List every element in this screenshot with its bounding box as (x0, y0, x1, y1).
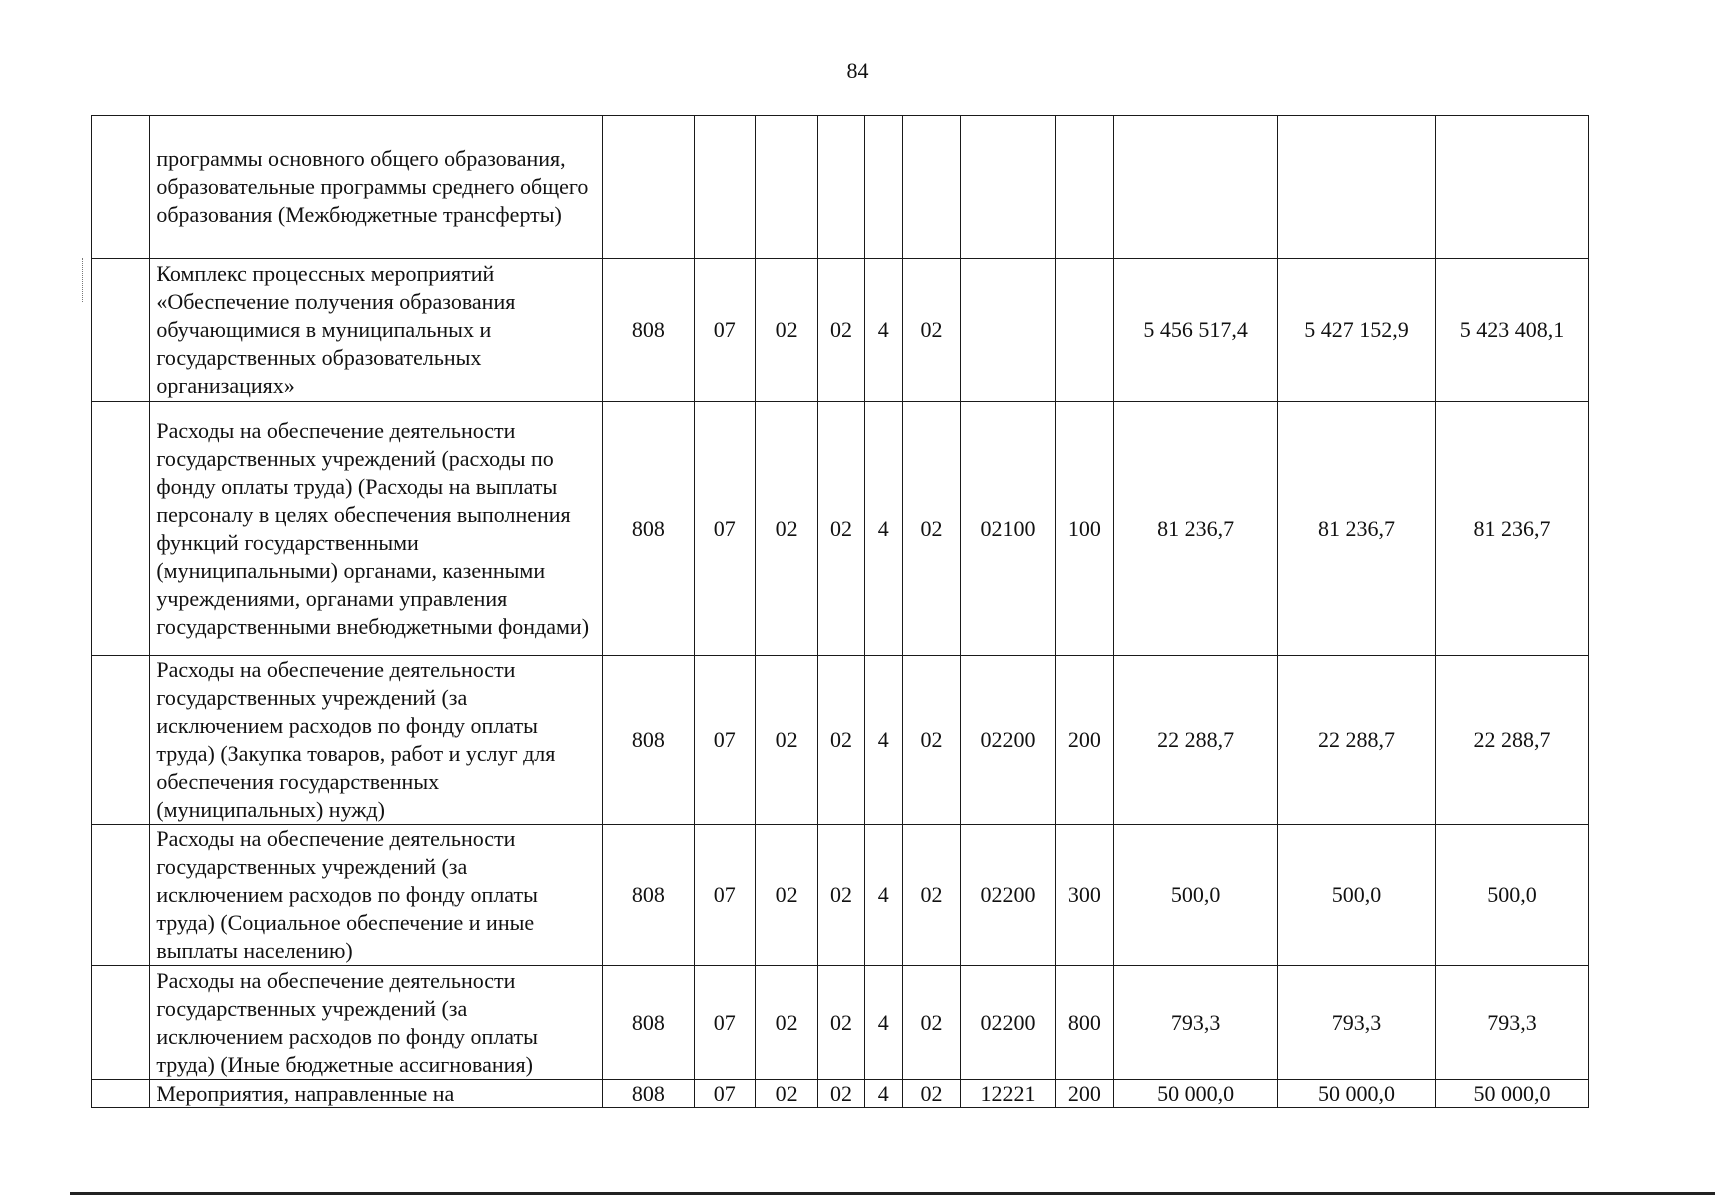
row-name-cell: Комплекс процессных мероприятий «Обеспечение получения образования обучающимися в муниципальных и государственных образовательных организациях» (150, 259, 603, 402)
row-number-cell (92, 825, 150, 966)
section-code-cell: 07 (694, 402, 755, 656)
page-bottom-rule (70, 1192, 1715, 1195)
subsection-code-cell: 02 (755, 1080, 817, 1108)
target-code-part2-cell: 4 (864, 259, 902, 402)
row-name-cell: Расходы на обеспечение деятельности государственных учреждений (за исключением расходов по фонду оплаты труда) (Социальное обеспечение и иные выплаты населению) (150, 825, 603, 966)
target-code-part2-cell: 4 (864, 1080, 902, 1108)
amount-year3-cell (1436, 116, 1589, 259)
table-row (92, 825, 1589, 966)
ved-code-cell: 808 (603, 402, 695, 656)
target-code-part2-cell: 4 (864, 966, 902, 1080)
amount-year1-cell: 81 236,7 (1114, 402, 1278, 656)
row-number-cell (92, 1080, 150, 1108)
amount-year3-cell: 5 423 408,1 (1436, 259, 1589, 402)
amount-year1-cell: 22 288,7 (1114, 656, 1278, 825)
row-number-cell (92, 259, 150, 402)
target-code-part4-cell: 12221 (961, 1080, 1056, 1108)
target-code-part4-cell: 02200 (961, 656, 1056, 825)
target-code-part3-cell: 02 (902, 825, 960, 966)
amount-year1-cell (1114, 116, 1278, 259)
target-code-part2-cell: 4 (864, 656, 902, 825)
expense-type-cell (1055, 116, 1113, 259)
amount-year3-cell: 793,3 (1436, 966, 1589, 1080)
ved-code-cell: 808 (603, 825, 695, 966)
section-code-cell: 07 (694, 1080, 755, 1108)
table-row (92, 402, 1589, 656)
table-row (92, 656, 1589, 825)
target-code-part2-cell (864, 116, 902, 259)
row-name-cell: Расходы на обеспечение деятельности государственных учреждений (расходы по фонду оплаты труда) (Расходы на выплаты персоналу в целях обеспечения выполнения функций государственными (муниципальными) органами, казенными учреждениями, органами управления государственными внебюджетными фондами) (150, 402, 603, 656)
amount-year1-cell: 5 456 517,4 (1114, 259, 1278, 402)
target-code-part4-cell: 02200 (961, 966, 1056, 1080)
target-code-part4-cell (961, 116, 1056, 259)
row-number-cell (92, 116, 150, 259)
target-code-part3-cell: 02 (902, 259, 960, 402)
amount-year3-cell: 500,0 (1436, 825, 1589, 966)
target-code-part4-cell (961, 259, 1056, 402)
subsection-code-cell: 02 (755, 259, 817, 402)
amount-year1-cell: 50 000,0 (1114, 1080, 1278, 1108)
ved-code-cell: 808 (603, 259, 695, 402)
target-code-part1-cell: 02 (818, 259, 864, 402)
target-code-part3-cell: 02 (902, 402, 960, 656)
amount-year3-cell: 50 000,0 (1436, 1080, 1589, 1108)
expense-type-cell: 200 (1055, 656, 1113, 825)
target-code-part1-cell: 02 (818, 1080, 864, 1108)
amount-year2-cell: 793,3 (1278, 966, 1436, 1080)
expense-type-cell: 100 (1055, 402, 1113, 656)
subsection-code-cell: 02 (755, 402, 817, 656)
target-code-part4-cell: 02200 (961, 825, 1056, 966)
ved-code-cell: 808 (603, 966, 695, 1080)
row-number-cell (92, 402, 150, 656)
row-name-cell: Мероприятия, направленные на (150, 1080, 603, 1108)
target-code-part1-cell: 02 (818, 966, 864, 1080)
row-number-cell (92, 966, 150, 1080)
target-code-part1-cell: 02 (818, 402, 864, 656)
target-code-part1-cell (818, 116, 864, 259)
subsection-code-cell: 02 (755, 825, 817, 966)
amount-year1-cell: 793,3 (1114, 966, 1278, 1080)
row-name-cell: Расходы на обеспечение деятельности государственных учреждений (за исключением расходов по фонду оплаты труда) (Закупка товаров, работ и услуг для обеспечения государственных (муниципальных) нужд) (150, 656, 603, 825)
page-number: 84 (846, 58, 869, 83)
table-body (92, 116, 1589, 1108)
amount-year1-cell: 500,0 (1114, 825, 1278, 966)
ved-code-cell: 808 (603, 1080, 695, 1108)
expense-type-cell: 800 (1055, 966, 1113, 1080)
section-code-cell (694, 116, 755, 259)
table-row (92, 116, 1589, 259)
subsection-code-cell (755, 116, 817, 259)
target-code-part4-cell: 02100 (961, 402, 1056, 656)
amount-year3-cell: 81 236,7 (1436, 402, 1589, 656)
row-number-cell (92, 656, 150, 825)
expense-type-cell (1055, 259, 1113, 402)
target-code-part2-cell: 4 (864, 402, 902, 656)
target-code-part3-cell: 02 (902, 1080, 960, 1108)
target-code-part2-cell: 4 (864, 825, 902, 966)
table-row (92, 1080, 1589, 1108)
section-code-cell: 07 (694, 656, 755, 825)
amount-year2-cell: 5 427 152,9 (1278, 259, 1436, 402)
amount-year2-cell: 50 000,0 (1278, 1080, 1436, 1108)
target-code-part1-cell: 02 (818, 656, 864, 825)
expense-type-cell: 300 (1055, 825, 1113, 966)
section-code-cell: 07 (694, 259, 755, 402)
section-code-cell: 07 (694, 966, 755, 1080)
table-row (92, 259, 1589, 402)
subsection-code-cell: 02 (755, 656, 817, 825)
amount-year2-cell: 500,0 (1278, 825, 1436, 966)
amount-year2-cell (1278, 116, 1436, 259)
amount-year3-cell: 22 288,7 (1436, 656, 1589, 825)
ved-code-cell: 808 (603, 656, 695, 825)
row-name-cell: Расходы на обеспечение деятельности государственных учреждений (за исключением расходов по фонду оплаты труда) (Иные бюджетные ассигнования) (150, 966, 603, 1080)
target-code-part3-cell (902, 116, 960, 259)
budget-table (91, 115, 1589, 1108)
subsection-code-cell: 02 (755, 966, 817, 1080)
expense-type-cell: 200 (1055, 1080, 1113, 1108)
table-row (92, 966, 1589, 1080)
target-code-part1-cell: 02 (818, 825, 864, 966)
row-name-cell: программы основного общего образования, образовательные программы среднего общего образования (Межбюджетные трансферты) (150, 116, 603, 259)
amount-year2-cell: 22 288,7 (1278, 656, 1436, 825)
amount-year2-cell: 81 236,7 (1278, 402, 1436, 656)
ved-code-cell (603, 116, 695, 259)
section-code-cell: 07 (694, 825, 755, 966)
target-code-part3-cell: 02 (902, 656, 960, 825)
target-code-part3-cell: 02 (902, 966, 960, 1080)
